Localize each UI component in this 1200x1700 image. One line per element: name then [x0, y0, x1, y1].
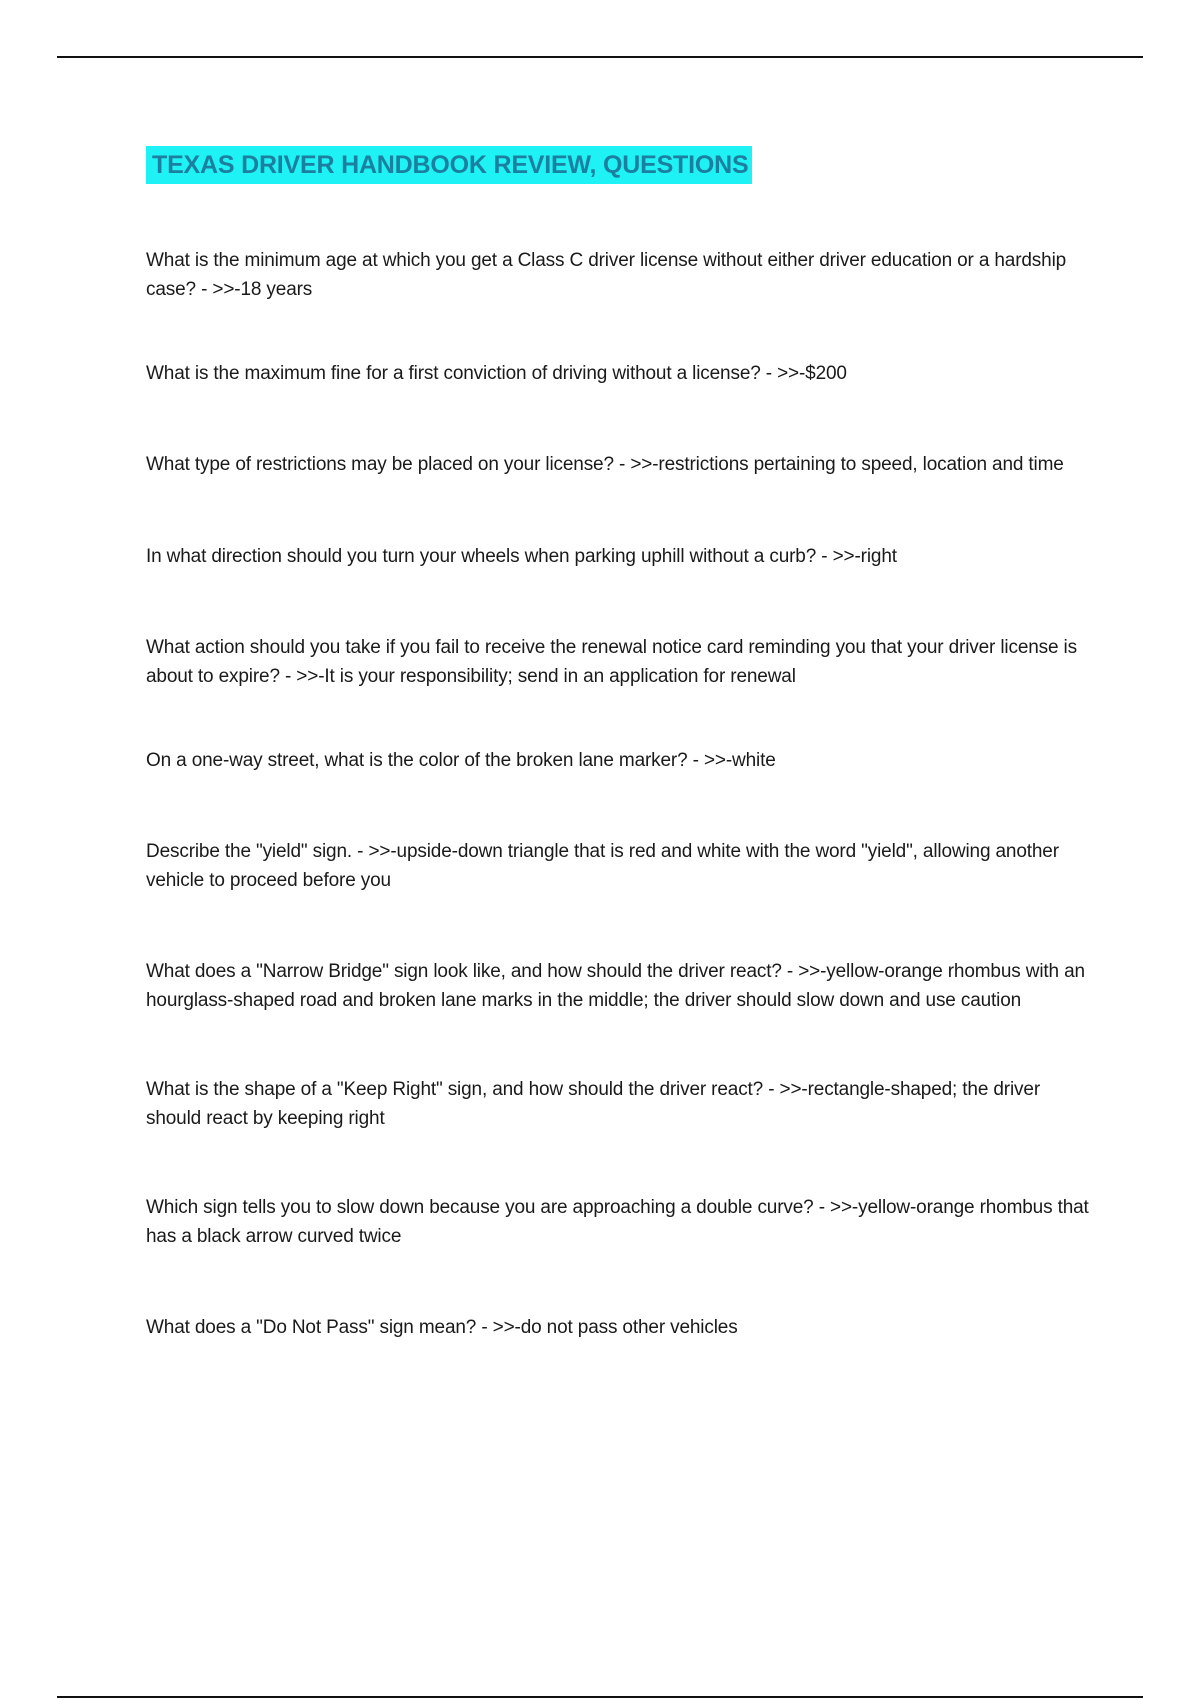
question-text: What type of restrictions may be placed on your license?: [146, 454, 614, 475]
question-text: What is the maximum fine for a first conviction of driving without a license?: [146, 363, 761, 384]
question-text: On a one-way street, what is the color of the broken lane marker?: [146, 750, 688, 771]
answer-separator: - >>-: [279, 666, 325, 687]
top-rule: [57, 56, 1143, 58]
bottom-rule: [57, 1696, 1143, 1698]
qa-list: [146, 246, 1096, 1342]
answer-separator: - >>-: [816, 546, 861, 567]
answer-text: $200: [805, 363, 847, 384]
document-title: TEXAS DRIVER HANDBOOK REVIEW, QUESTIONS: [146, 146, 752, 184]
answer-separator: - >>-: [476, 1317, 521, 1338]
answer-text: 18 years: [240, 279, 313, 300]
answer-text: right: [860, 546, 897, 567]
answer-separator: - >>-: [352, 841, 397, 862]
answer-text: do not pass other vehicles: [520, 1317, 738, 1338]
question-text: Which sign tells you to slow down because you are approaching a double curve?: [146, 1197, 814, 1218]
question-text: What does a "Narrow Bridge" sign look like, and how should the driver react?: [146, 961, 782, 982]
question-text: In what direction should you turn your wheels when parking uphill without a curb?: [146, 546, 817, 567]
answer-separator: - >>-: [195, 279, 241, 300]
answer-text: upside-down triangle that is red and white with the word "yield", allowing another vehicle to proceed before you: [146, 841, 1059, 891]
qa-item: [146, 957, 1096, 1015]
qa-item: [146, 1075, 1096, 1133]
title-block: [146, 146, 752, 184]
question-text: What is the shape of a "Keep Right" sign, and how should the driver react?: [146, 1079, 764, 1100]
qa-item: [146, 746, 1096, 775]
answer-separator: - >>-: [813, 1197, 859, 1218]
answer-separator: - >>-: [613, 454, 659, 475]
answer-text: rectangle-shaped; the driver should react by keeping right: [146, 1079, 1040, 1129]
qa-item: [146, 542, 1096, 571]
question-text: What does a "Do Not Pass" sign mean?: [146, 1317, 477, 1338]
answer-separator: - >>-: [760, 363, 806, 384]
answer-text: It is your responsibility; send in an application for renewal: [324, 666, 796, 687]
answer-text: yellow-orange rhombus that has a black arrow curved twice: [146, 1197, 1089, 1247]
qa-item: [146, 359, 1096, 388]
qa-item: [146, 837, 1096, 895]
qa-item: [146, 1193, 1096, 1251]
answer-text: yellow-orange rhombus with an hourglass-shaped road and broken lane marks in the middle; the driver should slow down and use caution: [146, 961, 1085, 1011]
qa-item: [146, 1313, 1096, 1342]
answer-text: restrictions pertaining to speed, location and time: [658, 454, 1064, 475]
qa-item: [146, 450, 1096, 479]
qa-item: [146, 633, 1096, 691]
question-text: Describe the "yield" sign.: [146, 841, 353, 862]
question-text: What is the minimum age at which you get a Class C driver license without either driver education or a hardship case?: [146, 250, 1067, 300]
qa-item: [146, 246, 1096, 304]
answer-text: white: [732, 750, 776, 771]
answer-separator: - >>-: [781, 961, 827, 982]
question-text: What action should you take if you fail to receive the renewal notice card reminding you that your driver license is about to expire?: [146, 637, 1077, 687]
answer-separator: - >>-: [687, 750, 733, 771]
answer-separator: - >>-: [763, 1079, 808, 1100]
